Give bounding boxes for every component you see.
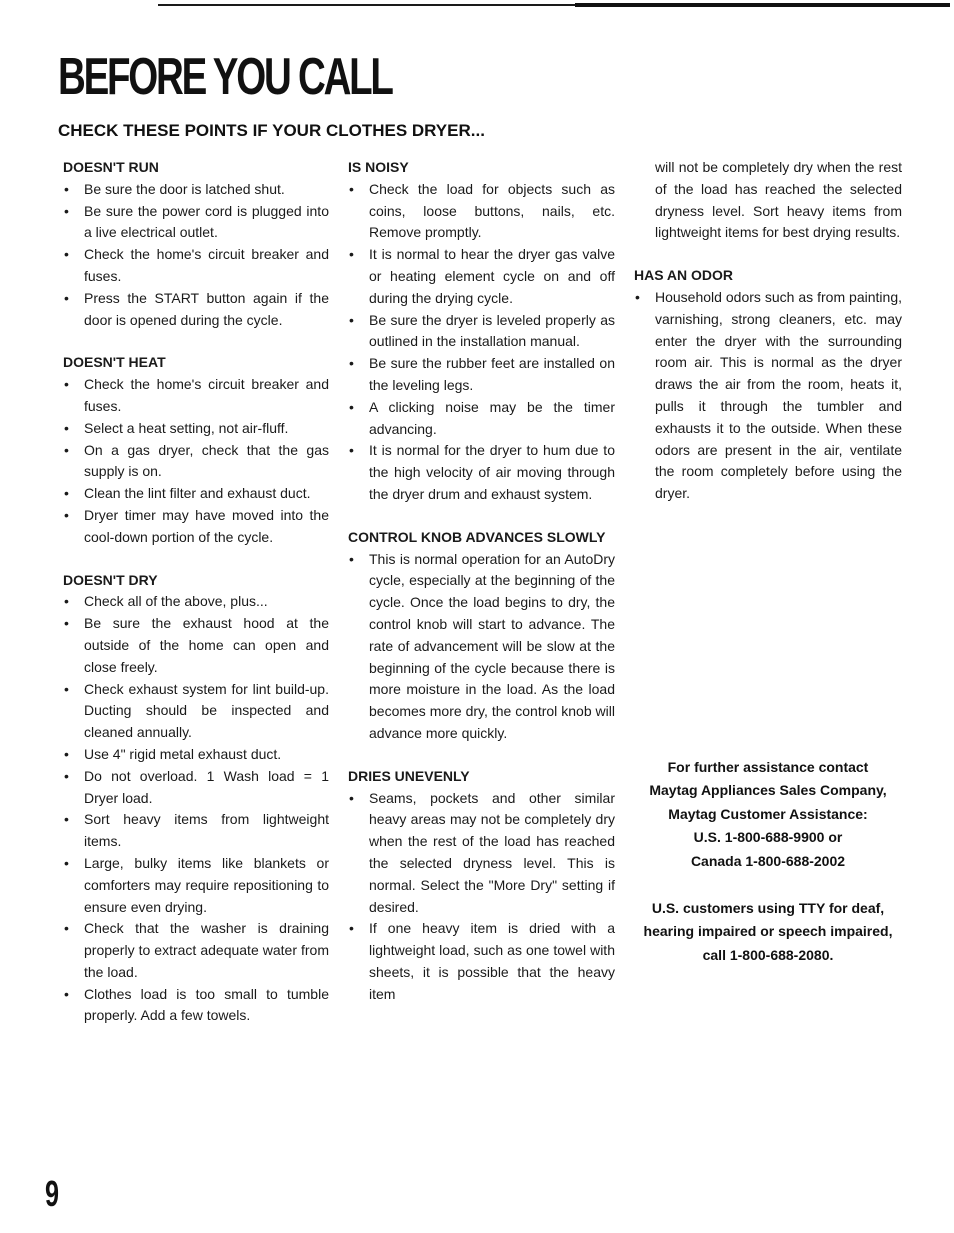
list-item: • Do not overload. 1 Wash load = 1 Dryer load. bbox=[63, 766, 329, 810]
top-rule-accent bbox=[575, 3, 950, 7]
list-item: • Household odors such as from painting, varnishing, strong cleaners, etc. may enter the dryer with the surrounding room air. This is normal as the dryer draws the air from the room, heats it, pulls it through the tumbler and exhausts it to the outside. When these odors are present in the air, ventilate the room completely before using the dryer. bbox=[634, 287, 902, 505]
list-item: • This is normal operation for an AutoDry cycle, especially at the beginning of the cycle. Once the load begins to dry, the control knob will start to advance. The rate of advancement will be slow at the beginning of the cycle because there is more moisture in the load. As the load becomes more dry, the control knob will advance more quickly. bbox=[348, 549, 615, 745]
page-number: 9 bbox=[45, 1173, 60, 1214]
column-middle bbox=[348, 157, 615, 1026]
contact-line: hearing impaired or speech impaired, bbox=[643, 923, 893, 940]
list-item: • Clean the lint filter and exhaust duct. bbox=[63, 483, 329, 505]
tty-contact bbox=[634, 897, 902, 967]
section-is-noisy bbox=[348, 157, 615, 506]
list-item: • It is normal for the dryer to hum due to the high velocity of air moving through the dryer drum and exhaust system. bbox=[348, 440, 615, 505]
assistance-contact bbox=[634, 756, 902, 873]
list-item: • Check that the washer is draining properly to extract adequate water from the load. bbox=[63, 918, 329, 983]
list-item: • Check exhaust system for lint build-up. Ducting should be inspected and cleaned annually. bbox=[63, 679, 329, 744]
tty-phone: call 1-800-688-2080. bbox=[702, 946, 834, 963]
list-item: • Check all of the above, plus... bbox=[63, 591, 329, 613]
section-heading: DOESN'T RUN bbox=[63, 159, 159, 175]
section-doesnt-heat bbox=[63, 352, 329, 548]
section-control-knob bbox=[348, 527, 615, 745]
bullet-list bbox=[348, 788, 615, 1006]
list-item: • Select a heat setting, not air-fluff. bbox=[63, 418, 329, 440]
section-has-an-odor bbox=[634, 265, 902, 505]
list-item: • It is normal to hear the dryer gas valve or heating element cycle on and off during the drying cycle. bbox=[348, 244, 615, 309]
list-item: • Large, bulky items like blankets or comforters may require repositioning to ensure even drying. bbox=[63, 853, 329, 918]
column-left bbox=[63, 157, 329, 1048]
list-item: • Be sure the door is latched shut. bbox=[63, 179, 329, 201]
list-item: • Seams, pockets and other similar heavy areas may not be completely dry when the rest of the load has reached the selected dryness level. This is normal. Select the "More Dry" setting if desired. bbox=[348, 788, 615, 919]
section-heading: CONTROL KNOB ADVANCES SLOWLY bbox=[348, 528, 606, 545]
list-item: • Check the load for objects such as coins, loose buttons, nails, etc. Remove promptly. bbox=[348, 179, 615, 244]
list-item: • Press the START button again if the door is opened during the cycle. bbox=[63, 288, 329, 332]
section-heading: DOESN'T HEAT bbox=[63, 354, 166, 371]
page-subtitle: CHECK THESE POINTS IF YOUR CLOTHES DRYER... bbox=[58, 121, 485, 140]
list-item: • Check the home's circuit breaker and fuses. bbox=[63, 244, 329, 288]
us-phone: U.S. 1-800-688-9900 or bbox=[693, 829, 843, 846]
section-doesnt-dry bbox=[63, 570, 329, 1028]
list-item: • A clicking noise may be the timer advancing. bbox=[348, 397, 615, 441]
bullet-list bbox=[63, 374, 329, 548]
section-heading: DOESN'T DRY bbox=[63, 571, 158, 588]
section-doesnt-run bbox=[63, 157, 329, 331]
list-item: • If one heavy item is dried with a lightweight load, such as one towel with sheets, it is possible that the heavy item bbox=[348, 918, 615, 1005]
page-title: BEFORE YOU CALL bbox=[58, 48, 392, 106]
contact-line: U.S. customers using TTY for deaf, bbox=[651, 900, 885, 917]
list-item: • Be sure the dryer is leveled properly as outlined in the installation manual. bbox=[348, 310, 615, 354]
contact-block bbox=[634, 756, 902, 991]
bullet-list bbox=[348, 549, 615, 745]
dries-unevenly-continued: will not be completely dry when the rest of the load has reached the selected dryness level. Sort heavy items from lightweight items for best drying results. bbox=[655, 159, 902, 241]
list-item: • Be sure the exhaust hood at the outside of the home can open and close freely. bbox=[63, 613, 329, 678]
canada-phone: Canada 1-800-688-2002 bbox=[690, 852, 846, 869]
contact-line: Maytag Appliances Sales Company, bbox=[649, 782, 887, 799]
bullet-list bbox=[63, 179, 329, 332]
bullet-list bbox=[634, 287, 902, 505]
list-item: • Be sure the power cord is plugged into a live electrical outlet. bbox=[63, 201, 329, 245]
list-item: • Use 4" rigid metal exhaust duct. bbox=[63, 744, 329, 766]
contact-line: Maytag Customer Assistance: bbox=[668, 805, 868, 822]
list-item: • Be sure the rubber feet are installed on the leveling legs. bbox=[348, 353, 615, 397]
contact-line: For further assistance contact bbox=[667, 759, 869, 775]
section-heading: HAS AN ODOR bbox=[634, 267, 734, 284]
section-heading: IS NOISY bbox=[348, 159, 409, 175]
bullet-list bbox=[63, 591, 329, 1027]
section-dries-unevenly bbox=[348, 766, 615, 1006]
list-item: • Dryer timer may have moved into the cool-down portion of the cycle. bbox=[63, 505, 329, 549]
list-item: • Check the home's circuit breaker and fuses. bbox=[63, 374, 329, 418]
bullet-list bbox=[348, 179, 615, 506]
section-heading: DRIES UNEVENLY bbox=[348, 767, 470, 784]
list-item: • On a gas dryer, check that the gas supply is on. bbox=[63, 440, 329, 484]
column-right bbox=[634, 157, 902, 526]
list-item: • Sort heavy items from lightweight items. bbox=[63, 809, 329, 853]
list-item: • Clothes load is too small to tumble properly. Add a few towels. bbox=[63, 984, 329, 1028]
